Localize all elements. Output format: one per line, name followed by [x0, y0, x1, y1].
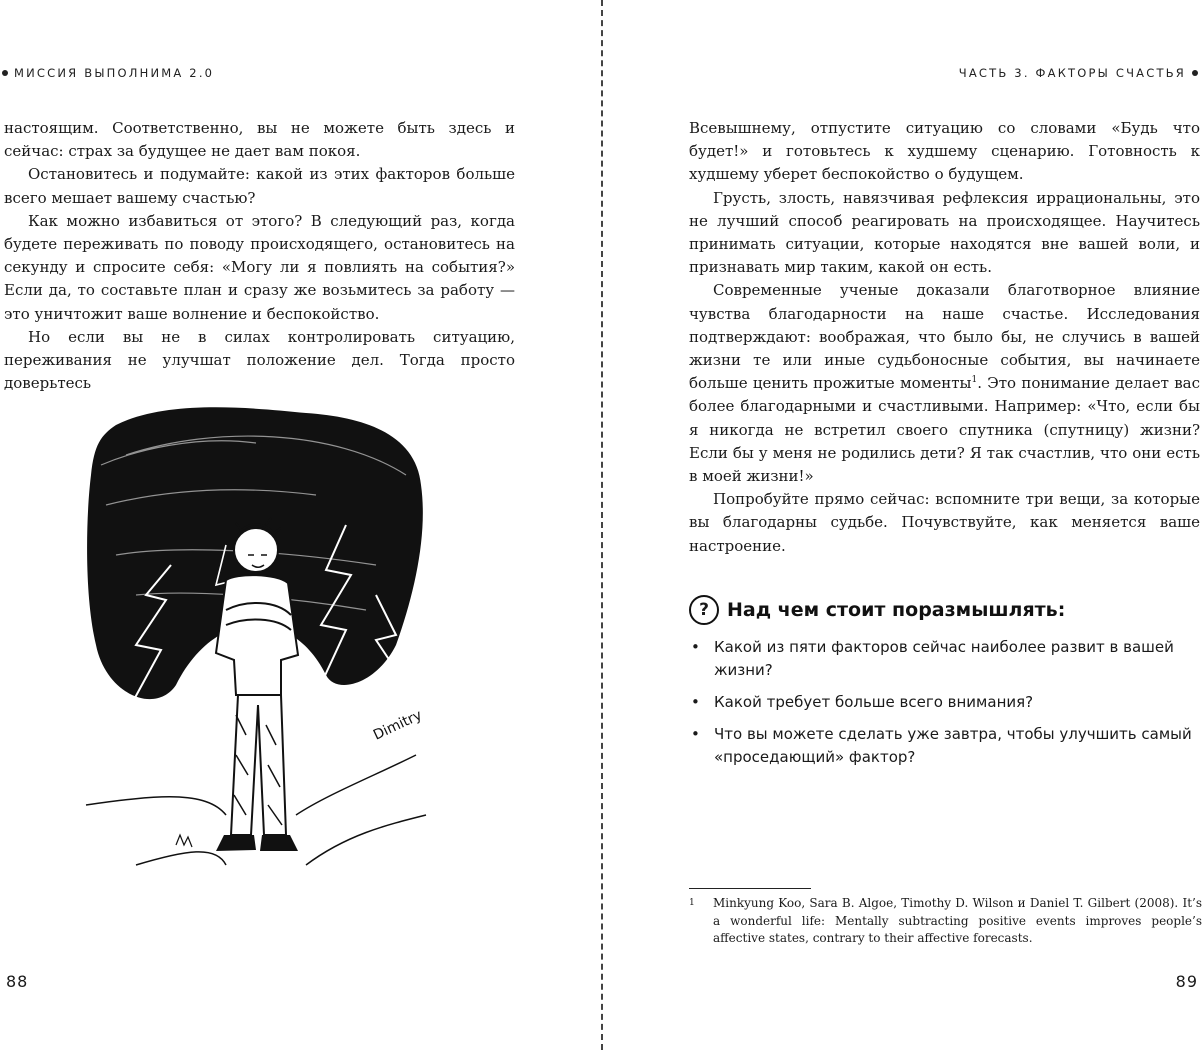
bullet-icon: • — [691, 693, 700, 711]
reflection-heading — [689, 594, 1204, 626]
right-page — [604, 0, 1204, 1050]
storm-man-illustration — [76, 395, 436, 895]
right-body-text — [689, 117, 1200, 558]
paragraph: Грусть, злость, навязчивая рефлексия иррациональны, это не лучший способ реагировать на происходящее. Научитесь принимать ситуации, которые находятся вне вашей воли, и признавать мир таким, какой он есть. — [689, 188, 1200, 277]
footnote-rule — [689, 888, 811, 889]
running-head-right: ЧАСТЬ 3. ФАКТОРЫ СЧАСТЬЯ — [959, 66, 1198, 80]
bullet-dot-icon — [1192, 70, 1198, 76]
footnote — [689, 888, 1202, 948]
paragraph: настоящим. Соответственно, вы не можете быть здесь и сейчас: страх за будущее не дает вам покоя. — [4, 119, 515, 161]
left-page — [0, 0, 600, 1050]
illustration-signature: Dimitry — [370, 707, 425, 744]
page-number-right: 89 — [1175, 972, 1198, 991]
footnote-reference[interactable]: 1 — [971, 375, 978, 386]
list-item: • Что вы можете сделать уже завтра, чтобы улучшить самый «проседающий» фактор? — [691, 725, 1192, 766]
bullet-icon: • — [691, 725, 700, 743]
footnote-text: Minkyung Koo, Sara B. Algoe, Timothy D. Wilson и Daniel T. Gilbert (2008). It’s a wonderful life: Mentally subtracting positive events improves people’s affective states, contrary to their affective forecasts. — [713, 896, 1202, 945]
bullet-dot-icon — [2, 70, 8, 76]
spine-fold-line — [601, 0, 603, 1050]
footnote-mark: 1 — [689, 898, 695, 908]
paragraph: Остановитесь и подумайте: какой из этих факторов больше всего мешает вашему счастью? — [4, 165, 515, 207]
paragraph: Современные ученые доказали благотворное влияние чувства благодарности на наше счастье. Исследования подтверждают: воображая, что было бы, не случись в вашей жизни те или иные судьбоносные события, вы начинаете больше ценить прожитые моменты$^1$. Это понимание делает вас более благодарными и счастливыми. Например: «Что, если бы я никогда не встретил своего спутника (спутницу) жизни? Если бы у меня не родились дети? Я так счастлив, что они есть в моей жизни!» — [689, 281, 1201, 486]
list-item: • Какой требует больше всего внимания? — [689, 691, 1204, 714]
paragraph: Но если вы не в силах контролировать ситуацию, переживания не улучшат положение дел. Тогда просто доверьтесь — [4, 327, 515, 393]
list-item: • Какой из пяти факторов сейчас наиболее развит в вашей жизни? — [691, 638, 1174, 679]
question-mark-icon: ? — [689, 595, 719, 625]
bullet-icon: • — [691, 638, 700, 656]
reflection-title: Над чем стоит поразмышлять: — [727, 599, 1066, 621]
paragraph: Попробуйте прямо сейчас: вспомните три вещи, за которые вы благодарны судьбе. Почувствуйте, как меняется ваше настроение. — [689, 490, 1200, 555]
paragraph: Как можно избавиться от этого? В следующий раз, когда будете переживать по поводу происходящего, остановитесь на секунду и спросите себя: «Могу ли я повлиять на события?» Если да, то составьте план и сразу же возьмитесь за работу — это уничтожит ваше волнение и беспокойство. — [4, 211, 515, 323]
page-number-left: 88 — [6, 972, 29, 991]
reflection-box — [689, 594, 1204, 778]
reflection-list — [689, 636, 1204, 769]
paragraph: Всевышнему, отпустите ситуацию со словами «Будь что будет!» и готовьтесь к худшему сценарию. Готовность к худшему уберет беспокойство о будущем. — [689, 119, 1200, 184]
running-head-left: МИССИЯ ВЫПОЛНИМА 2.0 — [2, 66, 214, 80]
left-body-text — [4, 117, 515, 395]
